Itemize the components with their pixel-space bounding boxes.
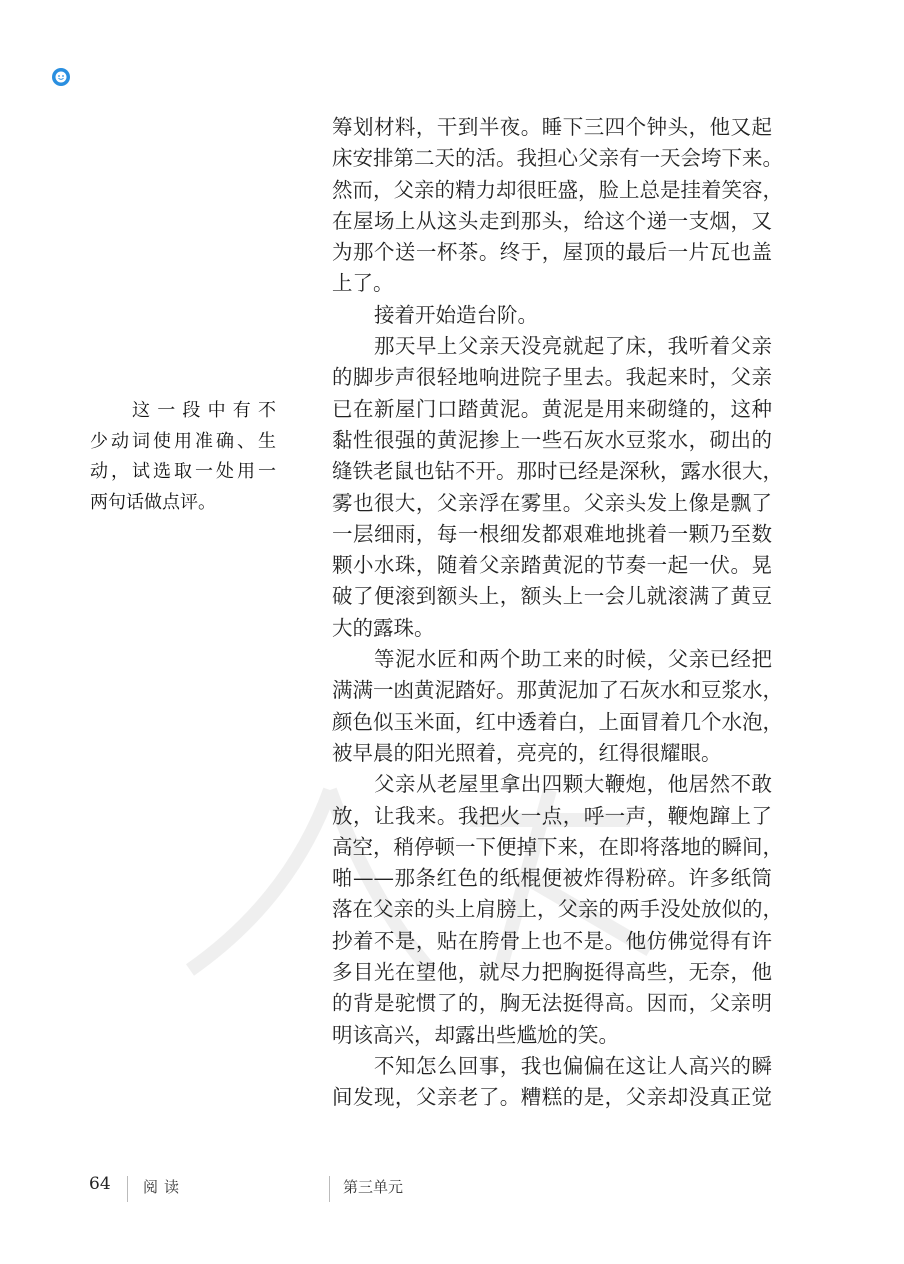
side-note-line: 动，试选取一处用一 xyxy=(90,461,276,483)
smiley-face-icon xyxy=(52,68,70,86)
text-line: 等泥水匠和两个助工来的时候，父亲已经把 xyxy=(374,647,772,672)
paragraph xyxy=(332,1051,772,1114)
paragraph xyxy=(332,644,783,769)
paragraph xyxy=(332,300,772,331)
text-line: 已在新屋门口踏黄泥。黄泥是用来砌缝的，这种 xyxy=(332,396,772,421)
footer-divider xyxy=(329,1176,330,1202)
text-line: 为那个送一杯茶。终于，屋顶的最后一片瓦也盖 xyxy=(332,240,772,265)
footer-unit: 第三单元 xyxy=(343,1178,404,1196)
text-line: 的背是驼惯了的，胸无法挺得高。因而，父亲明 xyxy=(332,991,772,1016)
text-line: 雾也很大，父亲浮在雾里。父亲头发上像是飘了 xyxy=(332,490,772,515)
page-number: 64 xyxy=(89,1174,111,1194)
text-line: 满满一凼黄泥踏好。那黄泥加了石灰水和豆浆水， xyxy=(332,678,783,703)
text-line: 床安排第二天的活。我担心父亲有一天会垮下来。 xyxy=(332,146,783,171)
text-line: 不知怎么回事，我也偏偏在这让人高兴的瞬 xyxy=(374,1053,772,1078)
text-line: 接着开始造台阶。 xyxy=(374,302,538,327)
text-line: 那天早上父亲天没亮就起了床，我听着父亲 xyxy=(374,334,772,359)
text-line: 明该高兴，却露出些尴尬的笑。 xyxy=(332,1022,619,1047)
text-line: 黏性很强的黄泥掺上一些石灰水豆浆水，砌出的 xyxy=(332,427,772,452)
side-note xyxy=(90,396,276,519)
footer-divider xyxy=(127,1176,128,1202)
paragraph xyxy=(332,112,783,300)
text-line: 落在父亲的头上肩膀上，父亲的两手没处放似的， xyxy=(332,897,783,922)
text-line: 的脚步声很轻地响进院子里去。我起来时，父亲 xyxy=(332,365,772,390)
text-line: 大的露珠。 xyxy=(332,615,435,640)
text-line: 破了便滚到额头上，额头上一会儿就滚满了黄豆 xyxy=(332,584,772,609)
text-line: 颗小水珠，随着父亲踏黄泥的节奏一起一伏。晃 xyxy=(332,553,772,578)
side-note-line: 少动词使用准确、生 xyxy=(90,430,276,452)
article-body xyxy=(332,112,783,1114)
text-line: 上了。 xyxy=(332,271,394,296)
text-line: 一层细雨，每一根细发都艰难地挑着一颗乃至数 xyxy=(332,521,772,546)
text-line: 抄着不是，贴在胯骨上也不是。他仿佛觉得有许 xyxy=(332,928,772,953)
text-line: 颜色似玉米面，红中透着白，上面冒着几个水泡， xyxy=(332,709,783,734)
text-line: 啪——那条红色的纸棍便被炸得粉碎。许多纸筒 xyxy=(332,866,772,891)
text-line: 筹划材料，干到半夜。睡下三四个钟头，他又起 xyxy=(332,115,772,139)
text-line: 放，让我来。我把火一点，呼一声，鞭炮蹿上了 xyxy=(332,803,772,828)
text-line: 父亲从老屋里拿出四颗大鞭炮，他居然不敢 xyxy=(374,772,772,797)
text-line: 多目光在望他，就尽力把胸挺得高些，无奈，他 xyxy=(332,960,772,985)
paragraph xyxy=(332,331,783,644)
text-line: 在屋场上从这头走到那头，给这个递一支烟，又 xyxy=(332,208,772,233)
text-line: 缝铁老鼠也钻不开。那时已经是深秋，露水很大， xyxy=(332,459,783,484)
text-line: 然而，父亲的精力却很旺盛，脸上总是挂着笑容， xyxy=(332,177,783,202)
side-note-line: 这一段中有不 xyxy=(132,400,276,421)
footer-section: 阅读 xyxy=(143,1178,186,1196)
paragraph xyxy=(332,769,783,1051)
text-line: 间发现，父亲老了。糟糕的是，父亲却没真正觉 xyxy=(332,1085,772,1110)
side-note-line: 两句话做点评。 xyxy=(90,492,216,514)
text-line: 高空，稍停顿一下便掉下来，在即将落地的瞬间， xyxy=(332,834,783,859)
text-line: 被早晨的阳光照着，亮亮的，红得很耀眼。 xyxy=(332,740,722,765)
